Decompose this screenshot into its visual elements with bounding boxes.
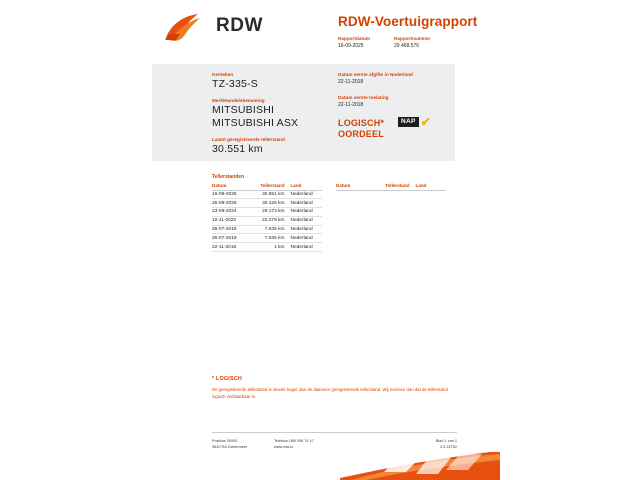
table-header-row [336, 182, 446, 190]
merk-label: Merk/Handelsbenaming [212, 98, 265, 103]
table-row [212, 199, 322, 208]
cell-tellerstand: 22.278 km [252, 216, 291, 225]
footer-swoosh-graphic-icon [340, 452, 500, 480]
col-tellerstand: Tellerstand [252, 182, 291, 190]
cell-tellerstand: 7.535 km [252, 234, 291, 243]
footnote-block [212, 376, 457, 400]
footer-contact [274, 438, 314, 450]
table-row [212, 225, 322, 234]
cell-land: Nederland [291, 216, 323, 225]
kenteken-value: TZ-335-S [212, 78, 258, 90]
cell-land: Nederland [291, 234, 323, 243]
footer-page-number: Blad 1 van 1 [435, 439, 457, 443]
nap-check-icon: ✔ [420, 115, 431, 129]
cell-tellerstand: 29.173 km [252, 208, 291, 217]
tellerstand-value: 30.551 km [212, 143, 263, 155]
footer-address-line2: 9640 RA Zoetermeer [212, 445, 248, 449]
odometer-readings-section [212, 174, 456, 252]
footer-pageinfo [430, 438, 457, 450]
meta-rapportdatum-label: Rapportdatum [338, 36, 370, 41]
meta-rapportnummer-value: 29.468.576 [394, 43, 420, 49]
col-land: Land [291, 182, 323, 190]
vehicle-summary-left [212, 72, 342, 155]
meta-rapportnummer [394, 36, 430, 49]
footer-doc-code: 2.5.16752 [440, 445, 457, 449]
cell-datum: 16-09-2025 [212, 190, 252, 199]
meta-rapportdatum [338, 36, 370, 49]
footnote-title: * LOGISCH [212, 376, 242, 382]
eerste-afgifte-value: 22-11-2018 [338, 79, 364, 85]
table-row [212, 234, 322, 243]
cell-datum: 10-11-2022 [212, 216, 252, 225]
table-title: Tellerstanden [212, 174, 245, 180]
verdict-line-1: LOGISCH* [338, 118, 385, 128]
rdw-logo [164, 12, 263, 42]
eerste-toelating-label: Datum eerste toelating [338, 95, 389, 100]
verdict-line-2: OORDEEL [338, 129, 384, 139]
footer-website[interactable]: www.rdw.nl [274, 445, 293, 449]
odometer-table-left [212, 182, 322, 252]
tellerstand-label: Laatst geregistreerde tellerstand [212, 137, 285, 142]
nap-badge [398, 115, 438, 129]
table-row [212, 208, 322, 217]
cell-land: Nederland [291, 199, 323, 208]
rdw-wordmark: RDW [216, 14, 263, 36]
cell-datum: 25-08-2025 [212, 199, 252, 208]
cell-land: Nederland [291, 225, 323, 234]
table-row [212, 216, 322, 225]
merk-value: MITSUBISHI [212, 104, 275, 116]
cell-tellerstand: 30.551 km [252, 190, 291, 199]
document-header [0, 0, 640, 60]
eerste-toelating-value: 22-11-2018 [338, 102, 364, 108]
meta-rapportnummer-label: Rapportnummer [394, 36, 431, 41]
col-datum: Datum [336, 182, 375, 190]
col-tellerstand: Tellerstand [375, 182, 415, 190]
rdw-swoosh-logo-icon [164, 12, 210, 42]
vehicle-summary-right [338, 72, 448, 108]
cell-tellerstand: 30.426 km [252, 199, 291, 208]
meta-rapportdatum-value: 16-09-2025 [338, 43, 364, 49]
cell-datum: 22-11-2018 [212, 243, 252, 252]
table-row [212, 190, 322, 199]
cell-tellerstand: 7.535 km [252, 225, 291, 234]
cell-datum: 23-09-2024 [212, 208, 252, 217]
footnote-body: De geregistreerde tellerstand is steeds hoger dan de daarvoor geregistreerde tellerstand. Wij noemen dan dat de tellerstand logisch verklaarbaar is. [212, 387, 448, 399]
nap-badge-label: NAP [398, 117, 419, 128]
footer-divider [212, 432, 457, 433]
footer-address [212, 438, 247, 450]
cell-datum: 26-07-2019 [212, 225, 252, 234]
cell-datum: 26-07-2019 [212, 234, 252, 243]
table-header-row [212, 182, 322, 190]
footer-address-line1: Postbus 30000 [212, 439, 238, 443]
handelsbenaming-value: MITSUBISHI ASX [212, 117, 299, 129]
footer-phone: Telefoon 088 008 74 47 [274, 439, 314, 443]
table-row [212, 243, 322, 252]
odometer-table-right [336, 182, 446, 252]
cell-land: Nederland [291, 190, 323, 199]
col-datum: Datum [212, 182, 252, 190]
eerste-afgifte-label: Datum eerste afgifte in Nederland [338, 72, 413, 77]
page-title: RDW-Voertuigrapport [338, 14, 478, 29]
cell-land: Nederland [291, 208, 323, 217]
col-land: Land [415, 182, 446, 190]
cell-tellerstand: 1 km [252, 243, 291, 252]
report-meta [338, 36, 430, 49]
kenteken-label: Kenteken [212, 72, 234, 77]
cell-land: Nederland [291, 243, 323, 252]
verdict-block [338, 118, 384, 140]
